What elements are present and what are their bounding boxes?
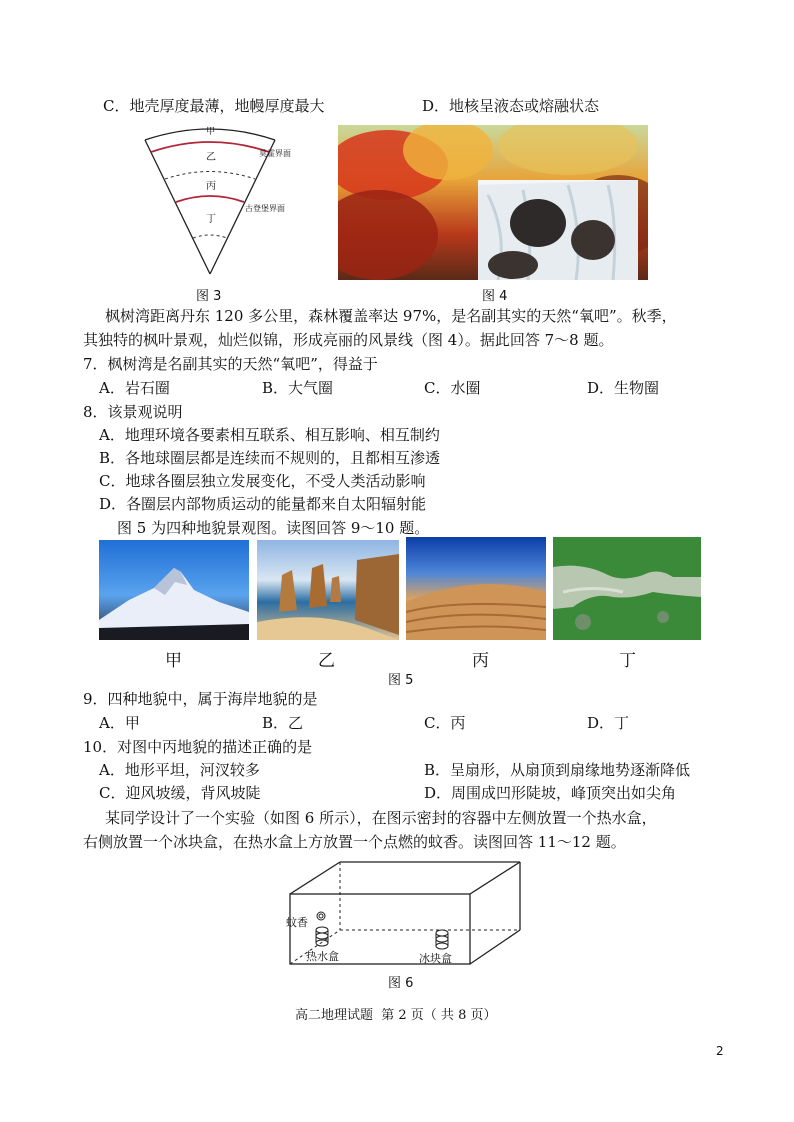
q7-option-c: C．水圈 (424, 379, 481, 397)
layer-label-bing: 丙 (206, 181, 216, 192)
landform-photo-yi (257, 540, 399, 640)
page-number: 2 (716, 1044, 724, 1058)
snow-mountain-image (99, 540, 249, 640)
maple-waterfall-image (338, 125, 648, 280)
q9-option-c: C．丙 (424, 714, 466, 732)
passage-experiment-line1: 某同学设计了一个实验（如图 6 所示），在图示密封的容器中左侧放置一个热水盒， (105, 809, 657, 827)
mosquito-coil-label: 蚊香 (286, 916, 308, 929)
landform-label-jia: 甲 (165, 651, 182, 671)
landform-label-bing: 丙 (472, 651, 489, 671)
sea-stacks-image (257, 540, 399, 640)
q8-option-d: D．各圈层内部物质运动的能量都来自太阳辐射能 (99, 495, 427, 513)
landform-label-yi: 乙 (318, 651, 335, 671)
figure-5-intro: 图 5 为四种地貌景观图。读图回答 9～10 题。 (117, 519, 430, 537)
q10-option-b: B．呈扇形，从扇顶到扇缘地势逐渐降低 (424, 761, 691, 779)
passage-experiment-line2: 右侧放置一个冰块盒，在热水盒上方放置一个点燃的蚊香。读图回答 11～12 题。 (83, 833, 626, 851)
gutenberg-line (176, 196, 244, 202)
q10-stem: 10．对图中丙地貌的描述正确的是 (83, 738, 313, 756)
q8-option-c: C．地球各圈层独立发展变化，不受人类活动影响 (99, 472, 426, 490)
figure-3-diagram (140, 122, 300, 282)
earth-layers-wedge (140, 122, 300, 282)
q9-option-d: D．丁 (587, 714, 630, 732)
passage-maple-line1: 枫树湾距离丹东 120 多公里，森林覆盖率达 97%，是名副其实的天然“氧吧”。秋季， (105, 307, 677, 325)
q10-option-a: A．地形平坦，河汊较多 (99, 761, 260, 779)
landform-photo-bing (406, 537, 546, 640)
hot-water-box-label: 热水盒 (306, 950, 339, 963)
figure-4-photo (338, 125, 648, 280)
landform-label-ding: 丁 (619, 651, 636, 671)
moho-label: 莫霍界面 (259, 149, 291, 158)
q7-option-d: D．生物圈 (587, 379, 660, 397)
q6-option-c: C．地壳厚度最薄，地幔厚度最大 (103, 97, 325, 115)
q8-stem: 8．该景观说明 (83, 403, 183, 421)
figure-5-caption: 图 5 (388, 673, 414, 688)
q9-stem: 9．四种地貌中，属于海岸地貌的是 (83, 690, 318, 708)
q7-option-a: A．岩石圈 (99, 379, 170, 397)
core-dashed-line (193, 235, 227, 238)
q8-option-a: A．地理环境各要素相互联系、相互影响、相互制约 (99, 426, 440, 444)
layer-label-jia: 甲 (206, 127, 216, 137)
q9-option-b: B．乙 (262, 714, 304, 732)
figure-3-caption: 图 3 (196, 289, 222, 304)
page-footer: 高二地理试题 第 2 页（ 共 8 页） (295, 1008, 497, 1023)
q8-option-b: B．各地球圈层都是连续而不规则的，且都相互渗透 (99, 449, 441, 467)
wedge-left-side (145, 140, 210, 274)
q10-option-c: C．迎风坡缓，背风坡陡 (99, 784, 261, 802)
q7-stem: 7．枫树湾是名副其实的天然“氧吧”，得益于 (83, 355, 378, 373)
passage-maple-line2: 其独特的枫叶景观，灿烂似锦，形成亮丽的风景线（图 4）。据此回答 7～8 题。 (83, 331, 614, 349)
figure-4-caption: 图 4 (482, 289, 508, 304)
ice-box-label: 冰块盒 (419, 952, 452, 965)
layer-label-yi: 乙 (206, 152, 216, 163)
q6-option-d: D．地核呈液态或熔融状态 (422, 97, 600, 115)
gutenberg-label: 古登堡界面 (245, 204, 285, 213)
q10-option-d: D．周围成凹形陡坡，峰顶突出如尖角 (424, 784, 677, 802)
sand-dune-image (406, 537, 546, 640)
landform-photo-jia (99, 540, 249, 640)
landform-photo-ding (553, 537, 701, 640)
figure-6-caption: 图 6 (388, 976, 414, 991)
layer-label-ding: 丁 (206, 214, 216, 225)
river-delta-image (553, 537, 701, 640)
q9-option-a: A．甲 (99, 714, 140, 732)
q7-option-b: B．大气圈 (262, 379, 334, 397)
